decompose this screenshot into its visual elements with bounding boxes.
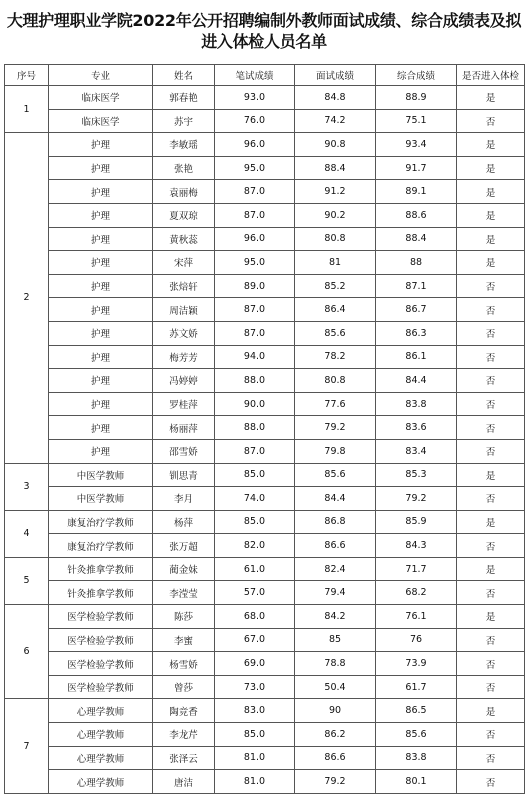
total-score-cell: 88.9 bbox=[376, 86, 457, 110]
physical-exam-cell: 是 bbox=[457, 133, 525, 157]
major-cell: 护理 bbox=[49, 156, 153, 180]
written-score-cell: 85.0 bbox=[215, 723, 295, 747]
interview-score-cell: 50.4 bbox=[295, 675, 376, 699]
group-number-cell: 4 bbox=[5, 510, 49, 557]
major-cell: 护理 bbox=[49, 298, 153, 322]
physical-exam-cell: 否 bbox=[457, 274, 525, 298]
total-score-cell: 71.7 bbox=[376, 557, 457, 581]
interview-score-cell: 80.8 bbox=[295, 369, 376, 393]
total-score-cell: 86.7 bbox=[376, 298, 457, 322]
major-cell: 康复治疗学教师 bbox=[49, 510, 153, 534]
name-cell: 梅芳芳 bbox=[153, 345, 215, 369]
table-row bbox=[5, 534, 525, 558]
group-number-cell: 1 bbox=[5, 86, 49, 133]
table-row bbox=[5, 392, 525, 416]
name-cell: 陶竞香 bbox=[153, 699, 215, 723]
interview-score-cell: 85.6 bbox=[295, 463, 376, 487]
interview-score-cell: 91.2 bbox=[295, 180, 376, 204]
written-score-cell: 88.0 bbox=[215, 416, 295, 440]
interview-score-cell: 78.2 bbox=[295, 345, 376, 369]
interview-score-cell: 79.2 bbox=[295, 416, 376, 440]
written-score-cell: 68.0 bbox=[215, 605, 295, 629]
interview-score-cell: 74.2 bbox=[295, 109, 376, 133]
written-score-cell: 90.0 bbox=[215, 392, 295, 416]
physical-exam-cell: 否 bbox=[457, 581, 525, 605]
written-score-cell: 95.0 bbox=[215, 251, 295, 275]
written-score-cell: 85.0 bbox=[215, 510, 295, 534]
interview-score-cell: 88.4 bbox=[295, 156, 376, 180]
header-major: 专业 bbox=[49, 65, 153, 86]
total-score-cell: 76 bbox=[376, 628, 457, 652]
total-score-cell: 83.8 bbox=[376, 746, 457, 770]
total-score-cell: 85.3 bbox=[376, 463, 457, 487]
written-score-cell: 87.0 bbox=[215, 298, 295, 322]
major-cell: 护理 bbox=[49, 133, 153, 157]
interview-score-cell: 86.2 bbox=[295, 723, 376, 747]
written-score-cell: 87.0 bbox=[215, 321, 295, 345]
major-cell: 医学检验学教师 bbox=[49, 675, 153, 699]
name-cell: 杨萍 bbox=[153, 510, 215, 534]
written-score-cell: 89.0 bbox=[215, 274, 295, 298]
table-row bbox=[5, 298, 525, 322]
physical-exam-cell: 否 bbox=[457, 628, 525, 652]
physical-exam-cell: 否 bbox=[457, 298, 525, 322]
physical-exam-cell: 是 bbox=[457, 510, 525, 534]
major-cell: 临床医学 bbox=[49, 86, 153, 110]
written-score-cell: 82.0 bbox=[215, 534, 295, 558]
table-row bbox=[5, 628, 525, 652]
interview-score-cell: 80.8 bbox=[295, 227, 376, 251]
table-row bbox=[5, 203, 525, 227]
table-row bbox=[5, 605, 525, 629]
physical-exam-cell: 否 bbox=[457, 345, 525, 369]
physical-exam-cell: 否 bbox=[457, 439, 525, 463]
header-physical-exam: 是否进入体检 bbox=[457, 65, 525, 86]
total-score-cell: 83.8 bbox=[376, 392, 457, 416]
name-cell: 蔺金妹 bbox=[153, 557, 215, 581]
written-score-cell: 69.0 bbox=[215, 652, 295, 676]
total-score-cell: 79.2 bbox=[376, 487, 457, 511]
physical-exam-cell: 否 bbox=[457, 487, 525, 511]
total-score-cell: 83.4 bbox=[376, 439, 457, 463]
name-cell: 苏宇 bbox=[153, 109, 215, 133]
major-cell: 中医学教师 bbox=[49, 463, 153, 487]
written-score-cell: 96.0 bbox=[215, 227, 295, 251]
physical-exam-cell: 否 bbox=[457, 675, 525, 699]
group-number-cell: 7 bbox=[5, 699, 49, 793]
total-score-cell: 86.3 bbox=[376, 321, 457, 345]
physical-exam-cell: 是 bbox=[457, 86, 525, 110]
major-cell: 护理 bbox=[49, 274, 153, 298]
major-cell: 心理学教师 bbox=[49, 723, 153, 747]
major-cell: 医学检验学教师 bbox=[49, 652, 153, 676]
physical-exam-cell: 否 bbox=[457, 770, 525, 794]
interview-score-cell: 84.8 bbox=[295, 86, 376, 110]
table-row bbox=[5, 557, 525, 581]
interview-score-cell: 85 bbox=[295, 628, 376, 652]
table-row bbox=[5, 675, 525, 699]
total-score-cell: 87.1 bbox=[376, 274, 457, 298]
physical-exam-cell: 否 bbox=[457, 723, 525, 747]
written-score-cell: 94.0 bbox=[215, 345, 295, 369]
name-cell: 宋萍 bbox=[153, 251, 215, 275]
table-row bbox=[5, 439, 525, 463]
physical-exam-cell: 是 bbox=[457, 605, 525, 629]
physical-exam-cell: 是 bbox=[457, 227, 525, 251]
total-score-cell: 91.7 bbox=[376, 156, 457, 180]
group-number-cell: 3 bbox=[5, 463, 49, 510]
table-row bbox=[5, 652, 525, 676]
table-row bbox=[5, 86, 525, 110]
name-cell: 陈莎 bbox=[153, 605, 215, 629]
results-table bbox=[4, 64, 525, 794]
table-row bbox=[5, 416, 525, 440]
physical-exam-cell: 是 bbox=[457, 251, 525, 275]
table-row bbox=[5, 369, 525, 393]
written-score-cell: 93.0 bbox=[215, 86, 295, 110]
written-score-cell: 81.0 bbox=[215, 770, 295, 794]
name-cell: 张焙轩 bbox=[153, 274, 215, 298]
table-row bbox=[5, 180, 525, 204]
interview-score-cell: 77.6 bbox=[295, 392, 376, 416]
physical-exam-cell: 否 bbox=[457, 392, 525, 416]
interview-score-cell: 79.4 bbox=[295, 581, 376, 605]
major-cell: 心理学教师 bbox=[49, 770, 153, 794]
major-cell: 护理 bbox=[49, 369, 153, 393]
group-number-cell: 5 bbox=[5, 557, 49, 604]
total-score-cell: 88.4 bbox=[376, 227, 457, 251]
total-score-cell: 93.4 bbox=[376, 133, 457, 157]
total-score-cell: 88.6 bbox=[376, 203, 457, 227]
total-score-cell: 88 bbox=[376, 251, 457, 275]
header-written-score: 笔试成绩 bbox=[215, 65, 295, 86]
table-row bbox=[5, 770, 525, 794]
name-cell: 袁丽梅 bbox=[153, 180, 215, 204]
major-cell: 护理 bbox=[49, 321, 153, 345]
written-score-cell: 83.0 bbox=[215, 699, 295, 723]
table-row bbox=[5, 463, 525, 487]
major-cell: 护理 bbox=[49, 416, 153, 440]
major-cell: 康复治疗学教师 bbox=[49, 534, 153, 558]
table-row bbox=[5, 321, 525, 345]
written-score-cell: 57.0 bbox=[215, 581, 295, 605]
interview-score-cell: 86.6 bbox=[295, 534, 376, 558]
written-score-cell: 67.0 bbox=[215, 628, 295, 652]
interview-score-cell: 79.8 bbox=[295, 439, 376, 463]
name-cell: 李龙芹 bbox=[153, 723, 215, 747]
name-cell: 黄秋蕊 bbox=[153, 227, 215, 251]
header-row bbox=[5, 65, 525, 86]
interview-score-cell: 86.8 bbox=[295, 510, 376, 534]
interview-score-cell: 86.6 bbox=[295, 746, 376, 770]
name-cell: 罗桂萍 bbox=[153, 392, 215, 416]
physical-exam-cell: 是 bbox=[457, 699, 525, 723]
interview-score-cell: 90.2 bbox=[295, 203, 376, 227]
interview-score-cell: 78.8 bbox=[295, 652, 376, 676]
table-row bbox=[5, 251, 525, 275]
major-cell: 护理 bbox=[49, 227, 153, 251]
major-cell: 护理 bbox=[49, 345, 153, 369]
physical-exam-cell: 否 bbox=[457, 652, 525, 676]
major-cell: 针灸推拿学教师 bbox=[49, 581, 153, 605]
physical-exam-cell: 是 bbox=[457, 156, 525, 180]
total-score-cell: 80.1 bbox=[376, 770, 457, 794]
name-cell: 张万超 bbox=[153, 534, 215, 558]
table-row bbox=[5, 345, 525, 369]
table-row bbox=[5, 581, 525, 605]
name-cell: 邵雪娇 bbox=[153, 439, 215, 463]
major-cell: 临床医学 bbox=[49, 109, 153, 133]
total-score-cell: 73.9 bbox=[376, 652, 457, 676]
interview-score-cell: 90 bbox=[295, 699, 376, 723]
page-title: 大理护理职业学院2022年公开招聘编制外教师面试成绩、综合成绩表及拟进入体检人员名单 bbox=[6, 11, 522, 51]
total-score-cell: 85.6 bbox=[376, 723, 457, 747]
interview-score-cell: 79.2 bbox=[295, 770, 376, 794]
interview-score-cell: 85.6 bbox=[295, 321, 376, 345]
group-number-cell: 6 bbox=[5, 605, 49, 699]
physical-exam-cell: 是 bbox=[457, 180, 525, 204]
total-score-cell: 86.1 bbox=[376, 345, 457, 369]
header-name: 姓名 bbox=[153, 65, 215, 86]
table-row bbox=[5, 746, 525, 770]
major-cell: 心理学教师 bbox=[49, 699, 153, 723]
written-score-cell: 87.0 bbox=[215, 439, 295, 463]
total-score-cell: 83.6 bbox=[376, 416, 457, 440]
written-score-cell: 76.0 bbox=[215, 109, 295, 133]
header-total-score: 综合成绩 bbox=[376, 65, 457, 86]
written-score-cell: 96.0 bbox=[215, 133, 295, 157]
name-cell: 李滢莹 bbox=[153, 581, 215, 605]
interview-score-cell: 90.8 bbox=[295, 133, 376, 157]
major-cell: 护理 bbox=[49, 439, 153, 463]
total-score-cell: 86.5 bbox=[376, 699, 457, 723]
name-cell: 杨雪娇 bbox=[153, 652, 215, 676]
physical-exam-cell: 是 bbox=[457, 557, 525, 581]
interview-score-cell: 82.4 bbox=[295, 557, 376, 581]
group-number-cell: 2 bbox=[5, 133, 49, 463]
written-score-cell: 73.0 bbox=[215, 675, 295, 699]
name-cell: 钏思青 bbox=[153, 463, 215, 487]
table-row bbox=[5, 274, 525, 298]
physical-exam-cell: 是 bbox=[457, 463, 525, 487]
written-score-cell: 87.0 bbox=[215, 180, 295, 204]
interview-score-cell: 86.4 bbox=[295, 298, 376, 322]
major-cell: 护理 bbox=[49, 251, 153, 275]
name-cell: 李敏瑶 bbox=[153, 133, 215, 157]
name-cell: 张泽云 bbox=[153, 746, 215, 770]
total-score-cell: 68.2 bbox=[376, 581, 457, 605]
physical-exam-cell: 否 bbox=[457, 416, 525, 440]
physical-exam-cell: 是 bbox=[457, 203, 525, 227]
table-row bbox=[5, 699, 525, 723]
table-row bbox=[5, 510, 525, 534]
name-cell: 唐洁 bbox=[153, 770, 215, 794]
physical-exam-cell: 否 bbox=[457, 534, 525, 558]
name-cell: 夏双琼 bbox=[153, 203, 215, 227]
name-cell: 张艳 bbox=[153, 156, 215, 180]
table-row bbox=[5, 133, 525, 157]
name-cell: 李蜜 bbox=[153, 628, 215, 652]
total-score-cell: 76.1 bbox=[376, 605, 457, 629]
table-row bbox=[5, 487, 525, 511]
written-score-cell: 85.0 bbox=[215, 463, 295, 487]
major-cell: 护理 bbox=[49, 203, 153, 227]
table-body bbox=[5, 86, 525, 794]
major-cell: 医学检验学教师 bbox=[49, 628, 153, 652]
name-cell: 冯婷婷 bbox=[153, 369, 215, 393]
table-row bbox=[5, 723, 525, 747]
written-score-cell: 74.0 bbox=[215, 487, 295, 511]
written-score-cell: 87.0 bbox=[215, 203, 295, 227]
written-score-cell: 81.0 bbox=[215, 746, 295, 770]
interview-score-cell: 84.2 bbox=[295, 605, 376, 629]
name-cell: 曾莎 bbox=[153, 675, 215, 699]
name-cell: 郭春艳 bbox=[153, 86, 215, 110]
physical-exam-cell: 否 bbox=[457, 109, 525, 133]
physical-exam-cell: 否 bbox=[457, 369, 525, 393]
physical-exam-cell: 否 bbox=[457, 321, 525, 345]
table-row bbox=[5, 156, 525, 180]
physical-exam-cell: 否 bbox=[457, 746, 525, 770]
interview-score-cell: 85.2 bbox=[295, 274, 376, 298]
name-cell: 杨丽萍 bbox=[153, 416, 215, 440]
table-row bbox=[5, 109, 525, 133]
table-row bbox=[5, 227, 525, 251]
total-score-cell: 89.1 bbox=[376, 180, 457, 204]
written-score-cell: 95.0 bbox=[215, 156, 295, 180]
major-cell: 医学检验学教师 bbox=[49, 605, 153, 629]
written-score-cell: 88.0 bbox=[215, 369, 295, 393]
major-cell: 护理 bbox=[49, 180, 153, 204]
major-cell: 针灸推拿学教师 bbox=[49, 557, 153, 581]
written-score-cell: 61.0 bbox=[215, 557, 295, 581]
total-score-cell: 85.9 bbox=[376, 510, 457, 534]
total-score-cell: 84.4 bbox=[376, 369, 457, 393]
interview-score-cell: 84.4 bbox=[295, 487, 376, 511]
name-cell: 周洁颖 bbox=[153, 298, 215, 322]
major-cell: 护理 bbox=[49, 392, 153, 416]
interview-score-cell: 81 bbox=[295, 251, 376, 275]
header-interview-score: 面试成绩 bbox=[295, 65, 376, 86]
header-seq: 序号 bbox=[5, 65, 49, 86]
major-cell: 中医学教师 bbox=[49, 487, 153, 511]
name-cell: 苏文娇 bbox=[153, 321, 215, 345]
total-score-cell: 84.3 bbox=[376, 534, 457, 558]
major-cell: 心理学教师 bbox=[49, 746, 153, 770]
total-score-cell: 61.7 bbox=[376, 675, 457, 699]
name-cell: 李月 bbox=[153, 487, 215, 511]
total-score-cell: 75.1 bbox=[376, 109, 457, 133]
